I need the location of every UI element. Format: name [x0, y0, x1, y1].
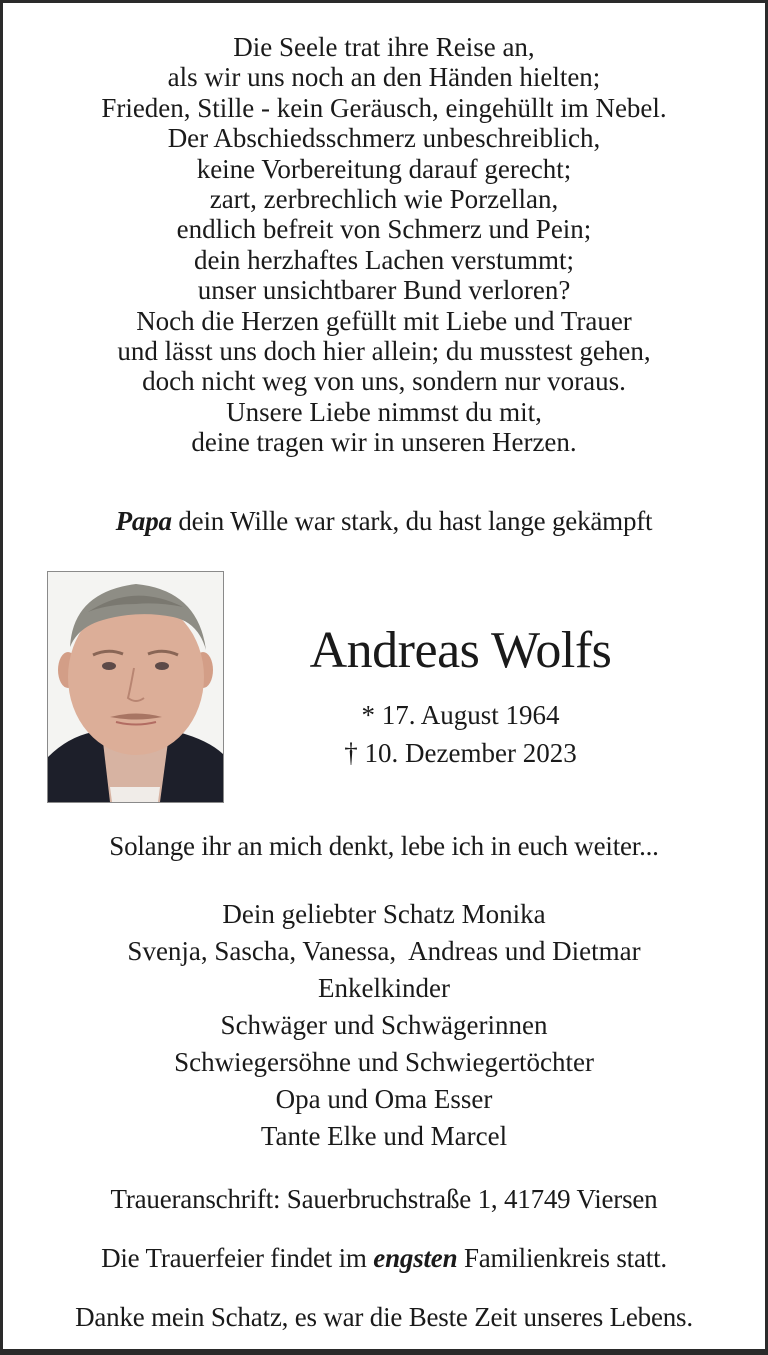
mourner-line: Dein geliebter Schatz Monika	[222, 899, 546, 929]
poem-line: unser unsichtbarer Bund verloren?	[197, 275, 571, 306]
mourner-line: Tante Elke und Marcel	[260, 1121, 508, 1151]
mourner-line: Opa und Oma Esser	[275, 1084, 493, 1114]
portrait-photo	[47, 571, 224, 803]
poem-line: zart, zerbrechlich wie Porzellan,	[209, 184, 559, 215]
poem-line: keine Vorbereitung darauf gerecht;	[196, 153, 572, 184]
death-date: † 10. Dezember 2023	[344, 738, 577, 768]
poem-line: und lässt uns doch hier allein; du musstest gehen,	[117, 336, 651, 367]
ceremony-text-before: Die Trauerfeier findet im	[101, 1243, 374, 1273]
poem-line: Unsere Liebe nimmst du mit,	[226, 396, 542, 427]
portrait-image	[48, 572, 223, 802]
birth-date: * 17. August 1964	[361, 700, 560, 730]
poem-line: dein herzhaftes Lachen verstummt;	[193, 244, 575, 275]
mourner-line: Enkelkinder	[318, 973, 450, 1003]
motto: Solange ihr an mich denkt, lebe ich in euch weiter...	[109, 831, 659, 861]
poem-line: endlich befreit von Schmerz und Pein;	[176, 214, 592, 245]
mourner-line: Schwäger und Schwägerinnen	[220, 1010, 548, 1040]
obituary-notice	[3, 3, 765, 1349]
ceremony-text-after: Familienkreis statt.	[457, 1243, 667, 1273]
poem-line: doch nicht weg von uns, sondern nur voraus.	[142, 366, 626, 397]
mourner-line: Schwiegersöhne und Schwiegertöchter	[174, 1047, 594, 1077]
poem-line: deine tragen wir in unseren Herzen.	[191, 427, 577, 458]
ceremony-note	[3, 1243, 765, 1274]
poem-line: Der Abschiedsschmerz unbeschreiblich,	[167, 123, 601, 154]
ceremony-emphasis: engsten	[373, 1243, 458, 1273]
poem	[3, 32, 765, 458]
poem-line: als wir uns noch an den Händen hielten;	[167, 62, 601, 93]
mourning-address: Traueranschrift: Sauerbruchstraße 1, 41749 Viersen	[110, 1184, 658, 1214]
mourners-list	[3, 896, 765, 1155]
dedication-text: dein Wille war stark, du hast lange gekämpft	[171, 506, 653, 536]
poem-line: Die Seele trat ihre Reise an,	[233, 32, 535, 62]
dedication-emphasis: Papa	[115, 506, 172, 536]
deceased-name: Andreas Wolfs	[309, 622, 612, 679]
dedication-line	[3, 506, 765, 537]
poem-line: Noch die Herzen gefüllt mit Liebe und Trauer	[136, 305, 632, 336]
poem-line: Frieden, Stille - kein Geräusch, eingehüllt im Nebel.	[101, 92, 667, 123]
mourner-line: Svenja, Sascha, Vanessa, Andreas und Dietmar	[127, 936, 641, 966]
closing-thanks: Danke mein Schatz, es war die Beste Zeit unseres Lebens.	[75, 1302, 693, 1332]
